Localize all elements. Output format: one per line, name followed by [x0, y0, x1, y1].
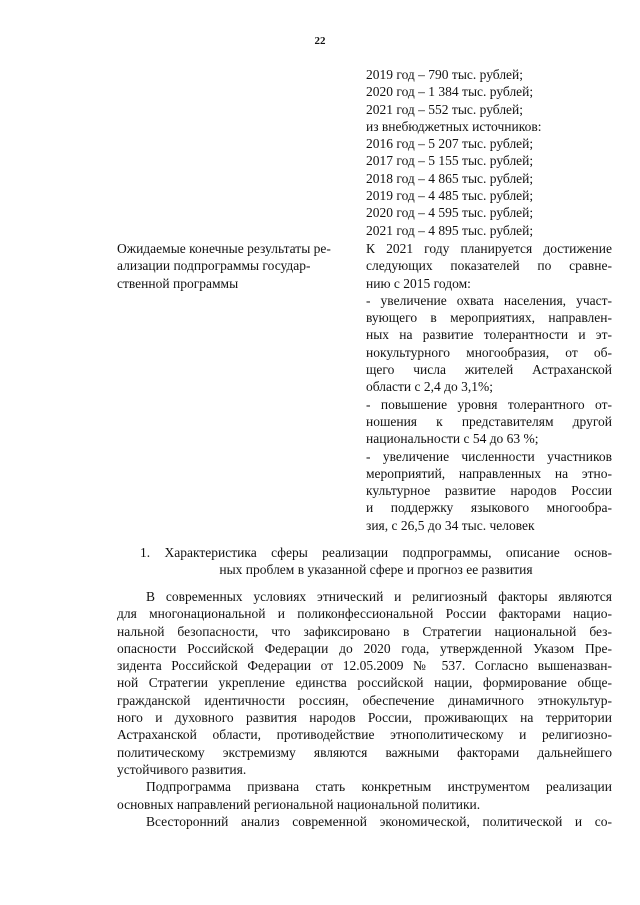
funding-line: 2019 год – 790 тыс. рублей;	[366, 67, 524, 82]
body-line: Всесторонний анализ современной экономической, политической и со-	[146, 813, 612, 829]
results-line: нокультурного многообразия, от об-	[366, 344, 612, 360]
results-label	[117, 240, 353, 292]
results-line: ношения к представителям другой	[366, 413, 612, 429]
funding-line: 2020 год – 4 595 тыс. рублей;	[366, 205, 534, 221]
results-line: - увеличение охвата населения, участ-	[366, 292, 612, 308]
label-line: ственной программы	[117, 275, 239, 291]
page-number: 22	[314, 35, 326, 47]
body-line: политическому экстремизму являются важными факторами дальнейшего	[117, 744, 612, 760]
funding-line: из внебюджетных источников:	[366, 118, 542, 134]
results-line: щего числа жителей Астраханской	[366, 362, 612, 378]
body-line: В современных условиях этнический и религиозный факторы являются	[146, 589, 612, 604]
funding-line: 2018 год – 4 865 тыс. рублей;	[366, 170, 534, 186]
funding-line: 2021 год – 4 895 тыс. рублей;	[366, 222, 534, 238]
funding-line: 2021 год – 552 тыс. рублей;	[366, 101, 524, 117]
funding-list	[366, 66, 612, 239]
results-line: вующего в мероприятиях, направлен-	[366, 310, 612, 326]
results-line: и поддержку языкового многообра-	[366, 500, 612, 516]
results-line: К 2021 году планируется достижение	[366, 241, 612, 256]
results-line: - повышение уровня толерантного от-	[366, 396, 612, 412]
section-heading	[140, 544, 612, 579]
label-line: Ожидаемые конечные результаты ре-	[117, 241, 331, 256]
results-line: следующих показателей по сравне-	[366, 258, 612, 274]
label-line: ализации подпрограммы государ-	[117, 258, 311, 274]
results-line: ных на развитие толерантности и эт-	[366, 327, 612, 343]
body-line: ной Стратегии укрепление единства российской нации, формирование обще-	[117, 675, 612, 691]
body-line: устойчивого развития.	[117, 761, 247, 777]
heading-line: 1. Характеристика сферы реализации подпрограммы, описание основ-	[140, 545, 612, 560]
funding-line: 2020 год – 1 384 тыс. рублей;	[366, 84, 534, 100]
body-line: ного и духовного развития народов России, проживающих на территории	[117, 710, 612, 726]
body-line: Астраханской области, противодействие этнополитическому и религиозно-	[117, 727, 612, 743]
results-line: области с 2,4 до 3,1%;	[366, 379, 493, 395]
body-line: нальной безопасности, что зафиксировано в Стратегии национальной без-	[117, 623, 612, 639]
results-line: национальности с 54 до 63 %;	[366, 431, 539, 447]
funding-line: 2016 год – 5 207 тыс. рублей;	[366, 136, 534, 152]
results-line: - увеличение численности участников	[366, 448, 612, 464]
body-text	[117, 588, 612, 830]
body-line: зидента Российской Федерации от 12.05.2009 № 537. Согласно вышеназван-	[117, 658, 612, 674]
results-line: культурное развитие народов России	[366, 483, 612, 499]
funding-line: 2017 год – 5 155 тыс. рублей;	[366, 153, 534, 169]
body-line: опасности Российской Федерации до 2020 года, утвержденной Указом Пре-	[117, 640, 612, 656]
body-line: гражданской идентичности россиян, обеспечение динамичного этнокультур-	[117, 692, 612, 708]
body-line: основных направлений региональной национальной политики.	[117, 796, 481, 812]
results-line: нию с 2015 годом:	[366, 275, 471, 291]
heading-line: ных проблем в указанной сфере и прогноз ее развития	[219, 562, 533, 578]
body-line: для многонациональной и поликонфессиональной России факторами нацио-	[117, 606, 612, 622]
funding-line: 2019 год – 4 485 тыс. рублей;	[366, 188, 534, 204]
body-line: Подпрограмма призвана стать конкретным инструментом реализации	[146, 779, 612, 795]
results-text	[366, 240, 612, 534]
results-line: зия, с 26,5 до 34 тыс. человек	[366, 517, 535, 533]
results-line: мероприятий, направленных на этно-	[366, 465, 612, 481]
